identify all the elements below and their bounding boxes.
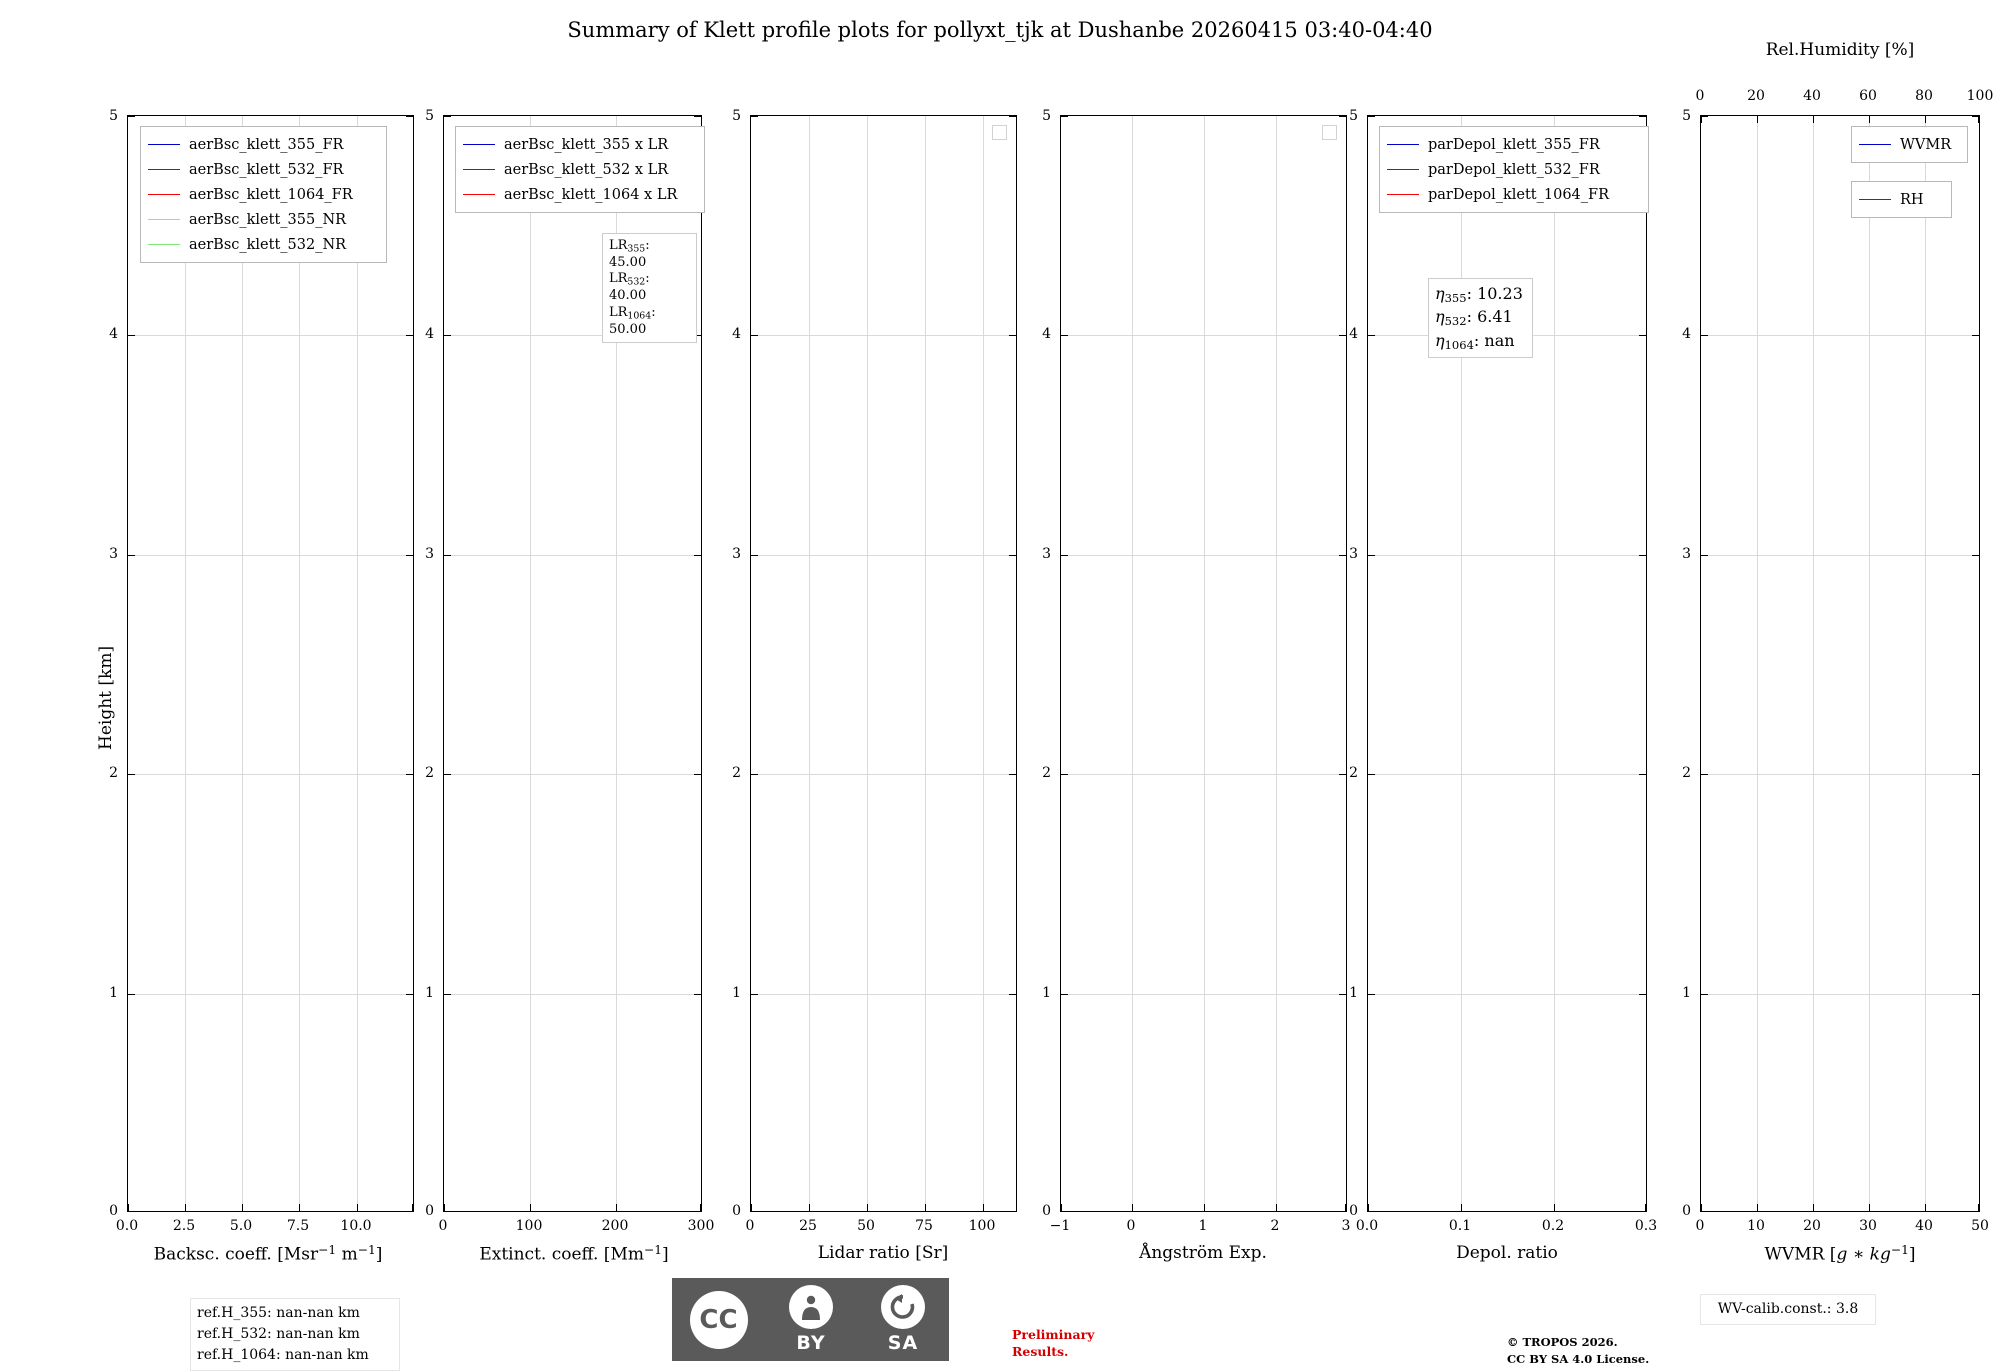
p2-xtick-0: 0 [438, 1218, 448, 1234]
preliminary-line-1: Preliminary [1012, 1327, 1095, 1342]
p6-top-xtick-0: 0 [1695, 88, 1705, 104]
lr-355-row: $LR_{355}$: 45.00 [609, 238, 650, 271]
share-alike-icon [881, 1285, 925, 1329]
p6-x-axis-label: WVMR [g ∗ $kg^{-1}$] [1764, 1243, 1916, 1265]
p4-x-axis-label: Ångström Exp. [1139, 1243, 1267, 1263]
p1-xtick-0: 0.0 [115, 1218, 139, 1234]
p2-xtick-2: 200 [601, 1218, 629, 1234]
p3-xtick-1: 25 [799, 1218, 817, 1234]
p6-y-tick-3: 3 [1682, 546, 1691, 562]
lidar-ratio-annotation-box [602, 233, 697, 343]
p4-xtick-2: 1 [1198, 1218, 1208, 1234]
empty-legend-placeholder [1322, 125, 1337, 140]
legend-item: aerBsc_klett_532_FR [148, 157, 379, 182]
legend-extinction [455, 126, 705, 213]
p4-xtick-1: 0 [1126, 1218, 1136, 1234]
p3-xtick-4: 100 [968, 1218, 996, 1234]
p6-y-tick-5: 5 [1682, 108, 1691, 124]
legend-line-icon [148, 169, 180, 170]
panel-lidar-ratio [750, 115, 1017, 1212]
y-axis-label: Height [km] [96, 645, 116, 750]
p3-x-axis-label: Lidar ratio [Sr] [817, 1243, 949, 1263]
page-title: Summary of Klett profile plots for pollyxt_tjk at Dushanbe 20260415 03:40-04:40 [567, 18, 1433, 42]
cc-by-label: BY [796, 1332, 826, 1354]
p5-xtick-2: 0.2 [1541, 1218, 1565, 1234]
eta-355-row: $\eta_{355}$: 10.23 [1435, 284, 1523, 305]
legend-line-icon [148, 244, 180, 245]
p4-xtick-3: 2 [1270, 1218, 1280, 1234]
legend-line-icon [148, 144, 180, 145]
p4-xtick-4: 3 [1341, 1218, 1351, 1234]
legend-line-icon [463, 169, 495, 170]
p6-top-xtick-4: 80 [1915, 88, 1933, 104]
p2-y-tick-3: 3 [425, 546, 434, 562]
y-tick-5: 5 [109, 108, 118, 124]
lr-532-row: $LR_{532}$: 40.00 [609, 271, 650, 304]
legend-line-icon [148, 194, 180, 195]
p4-y-tick-1: 1 [1042, 985, 1051, 1001]
legend-line-icon [1859, 144, 1891, 145]
person-icon [789, 1285, 833, 1329]
p4-y-tick-5: 5 [1042, 108, 1051, 124]
p6-y-tick-4: 4 [1682, 326, 1691, 342]
p2-y-tick-2: 2 [425, 765, 434, 781]
p4-y-tick-2: 2 [1042, 765, 1051, 781]
copyright-notice [1507, 1334, 1649, 1367]
empty-legend-placeholder [992, 125, 1007, 140]
legend-line-icon [1387, 169, 1419, 170]
p2-y-tick-4: 4 [425, 326, 434, 342]
p3-xtick-0: 0 [745, 1218, 755, 1234]
legend-item: aerBsc_klett_1064_FR [148, 182, 379, 207]
legend-item: WVMR [1859, 132, 1960, 157]
p5-xtick-1: 0.1 [1448, 1218, 1472, 1234]
p6-xtick-0: 0 [1695, 1218, 1705, 1234]
p6-xtick-5: 50 [1971, 1218, 1989, 1234]
p3-y-tick-3: 3 [732, 546, 741, 562]
p2-y-tick-5: 5 [425, 108, 434, 124]
p5-y-tick-1: 1 [1349, 985, 1358, 1001]
legend-item: parDepol_klett_355_FR [1387, 132, 1641, 157]
p1-xtick-1: 2.5 [172, 1218, 196, 1234]
p3-xtick-2: 50 [857, 1218, 875, 1234]
legend-backscatter [140, 126, 387, 263]
p6-y-tick-1: 1 [1682, 985, 1691, 1001]
p2-y-tick-1: 1 [425, 985, 434, 1001]
legend-line-icon [1859, 199, 1891, 200]
legend-line-icon [148, 219, 180, 220]
legend-wvmr [1851, 126, 1968, 163]
p3-y-tick-5: 5 [732, 108, 741, 124]
p6-y-tick-2: 2 [1682, 765, 1691, 781]
ref-h-532: ref.H_532: nan-nan km [197, 1326, 360, 1342]
cc-license-badge [672, 1278, 949, 1361]
panel-wvmr-rh [1700, 115, 1980, 1212]
p6-top-xtick-1: 20 [1747, 88, 1765, 104]
p4-y-tick-0: 0 [1042, 1203, 1051, 1219]
p4-xtick-0: −1 [1049, 1218, 1071, 1234]
p5-y-tick-0: 0 [1349, 1203, 1358, 1219]
legend-item: aerBsc_klett_532_NR [148, 232, 379, 257]
legend-line-icon [463, 144, 495, 145]
eta-532-row: $\eta_{532}$: 6.41 [1435, 307, 1513, 329]
p6-top-xtick-2: 40 [1803, 88, 1821, 104]
ref-h-355: ref.H_355: nan-nan km [197, 1305, 360, 1321]
p5-y-tick-3: 3 [1349, 546, 1358, 562]
cc-icon: CC [690, 1291, 748, 1349]
y-tick-1: 1 [109, 985, 118, 1001]
lr-1064-row: $LR_{1064}$: 50.00 [609, 304, 656, 337]
p3-y-tick-1: 1 [732, 985, 741, 1001]
p2-y-tick-0: 0 [425, 1203, 434, 1219]
legend-line-icon [1387, 194, 1419, 195]
p3-y-tick-4: 4 [732, 326, 741, 342]
p6-xtick-3: 30 [1859, 1218, 1877, 1234]
legend-item: aerBsc_klett_355_FR [148, 132, 379, 157]
p6-top-axis-label: Rel.Humidity [%] [1765, 40, 1915, 60]
p6-top-xtick-5: 100 [1966, 88, 1994, 104]
p6-xtick-4: 40 [1915, 1218, 1933, 1234]
copyright-line-1: © TROPOS 2026. [1507, 1335, 1618, 1349]
legend-depol-ratio [1379, 126, 1649, 213]
legend-item: parDepol_klett_1064_FR [1387, 182, 1641, 207]
p4-y-tick-3: 3 [1042, 546, 1051, 562]
p3-y-tick-2: 2 [732, 765, 741, 781]
preliminary-notice [1012, 1327, 1094, 1361]
reference-heights-box [190, 1298, 400, 1371]
p3-xtick-3: 75 [915, 1218, 933, 1234]
y-tick-4: 4 [109, 326, 118, 342]
legend-line-icon [463, 194, 495, 195]
legend-item: aerBsc_klett_355_NR [148, 207, 379, 232]
eta-annotation-box [1428, 278, 1533, 358]
p5-xtick-0: 0.0 [1355, 1218, 1379, 1234]
p1-xtick-3: 7.5 [286, 1218, 310, 1234]
y-tick-3: 3 [109, 546, 118, 562]
ref-h-1064: ref.H_1064: nan-nan km [197, 1347, 369, 1363]
legend-item: RH [1859, 187, 1944, 212]
legend-item: aerBsc_klett_1064 x LR [463, 182, 697, 207]
y-tick-2: 2 [109, 765, 118, 781]
p2-x-axis-label: Extinct. coeff. $[Mm^{-1}]$ [479, 1243, 669, 1265]
preliminary-line-2: Results. [1012, 1343, 1069, 1359]
p3-y-tick-0: 0 [732, 1203, 741, 1219]
wv-calib-box [1700, 1294, 1876, 1325]
p6-xtick-1: 10 [1747, 1218, 1765, 1234]
p2-xtick-3: 300 [687, 1218, 715, 1234]
p5-xtick-3: 0.3 [1634, 1218, 1658, 1234]
wv-calib-value: WV-calib.const.: 3.8 [1717, 1301, 1859, 1317]
legend-item: aerBsc_klett_355 x LR [463, 132, 697, 157]
p5-y-tick-5: 5 [1349, 108, 1358, 124]
legend-rh [1851, 181, 1952, 218]
legend-line-icon [1387, 144, 1419, 145]
p1-xtick-2: 5.0 [229, 1218, 253, 1234]
legend-item: aerBsc_klett_532 x LR [463, 157, 697, 182]
p6-y-tick-0: 0 [1682, 1203, 1691, 1219]
y-tick-0: 0 [109, 1203, 118, 1219]
p6-xtick-2: 20 [1803, 1218, 1821, 1234]
copyright-line-2: CC BY SA 4.0 License. [1507, 1351, 1650, 1366]
p1-xtick-4: 10.0 [340, 1218, 372, 1234]
panel-backscatter [127, 115, 414, 1212]
p4-y-tick-4: 4 [1042, 326, 1051, 342]
eta-1064-row: $\eta_{1064}$: nan [1435, 330, 1515, 352]
p1-x-axis-label: Backsc. coeff. [Msr$^{-1}$ $m^{-1}$] [153, 1243, 383, 1265]
p5-y-tick-4: 4 [1349, 326, 1358, 342]
panel-angstrom [1060, 115, 1347, 1212]
legend-item: parDepol_klett_532_FR [1387, 157, 1641, 182]
p5-y-tick-2: 2 [1349, 765, 1358, 781]
p5-x-axis-label: Depol. ratio [1456, 1243, 1558, 1263]
cc-sa-label: SA [887, 1332, 919, 1354]
p6-top-xtick-3: 60 [1859, 88, 1877, 104]
p2-xtick-1: 100 [515, 1218, 543, 1234]
